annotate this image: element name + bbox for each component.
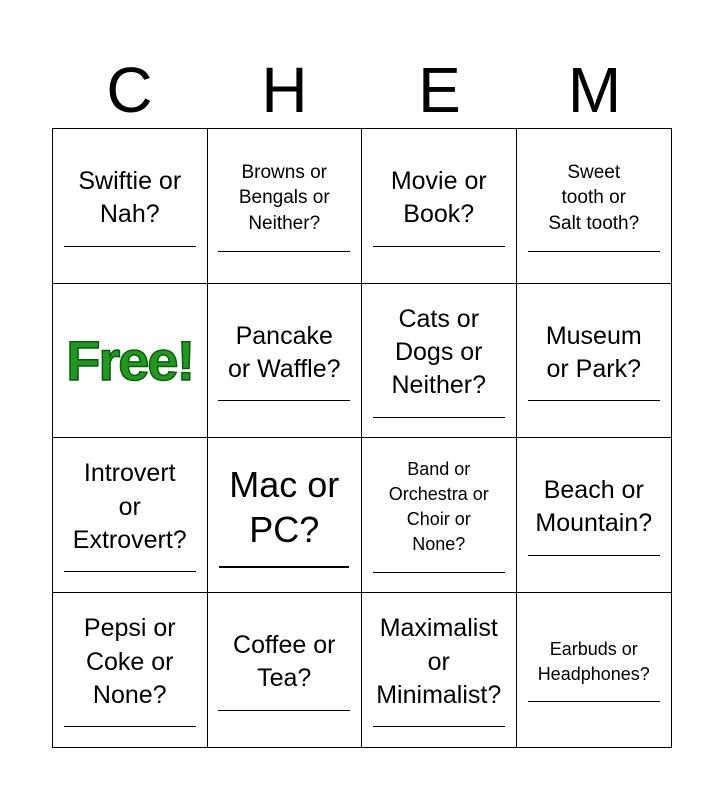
answer-line bbox=[373, 726, 505, 727]
free-space-cell[interactable] bbox=[53, 284, 208, 439]
bingo-cell[interactable] bbox=[362, 129, 517, 284]
answer-line bbox=[528, 701, 660, 702]
answer-line bbox=[218, 710, 350, 711]
header-letter-c: C bbox=[106, 54, 153, 126]
answer-line bbox=[218, 251, 350, 252]
cell-question: Earbuds or Headphones? bbox=[537, 639, 650, 685]
bingo-cell[interactable] bbox=[517, 129, 672, 284]
cell-question: Pancake or Waffle? bbox=[227, 321, 341, 383]
answer-line bbox=[373, 572, 505, 573]
answer-line bbox=[64, 246, 196, 247]
header-letter-m: M bbox=[567, 54, 622, 126]
bingo-grid bbox=[52, 128, 672, 748]
cell-question: Introvert or Extrovert? bbox=[72, 459, 187, 554]
answer-line bbox=[218, 400, 350, 401]
bingo-cell[interactable] bbox=[517, 438, 672, 593]
bingo-header bbox=[52, 52, 672, 128]
cell-question: Mac or PC? bbox=[229, 463, 340, 550]
cell-question: Museum or Park? bbox=[545, 321, 642, 383]
answer-line bbox=[528, 555, 660, 556]
answer-line bbox=[373, 417, 505, 418]
cell-question: Beach or Mountain? bbox=[535, 476, 653, 538]
bingo-cell[interactable] bbox=[362, 438, 517, 593]
answer-line bbox=[219, 566, 349, 568]
bingo-cell[interactable] bbox=[53, 438, 208, 593]
cell-question: Maximalist or Minimalist? bbox=[376, 614, 502, 709]
bingo-cell[interactable] bbox=[362, 284, 517, 439]
bingo-cell[interactable] bbox=[517, 593, 672, 748]
cell-question: Pepsi or Coke or None? bbox=[83, 614, 176, 709]
answer-line bbox=[373, 246, 505, 247]
answer-line bbox=[528, 251, 660, 252]
cell-question: Movie or Book? bbox=[390, 167, 487, 229]
free-space-label: Free! bbox=[66, 328, 194, 392]
bingo-cell[interactable] bbox=[517, 284, 672, 439]
bingo-cell[interactable] bbox=[362, 593, 517, 748]
cell-question: Band or Orchestra or Choir or None? bbox=[388, 458, 489, 555]
cell-question: Cats or Dogs or Neither? bbox=[391, 304, 486, 400]
bingo-cell[interactable] bbox=[208, 129, 363, 284]
cell-question: Browns or Bengals or Neither? bbox=[238, 161, 330, 235]
cell-question: Swiftie or Nah? bbox=[78, 167, 182, 229]
bingo-cell[interactable] bbox=[208, 284, 363, 439]
bingo-cell[interactable] bbox=[53, 129, 208, 284]
answer-line bbox=[528, 400, 660, 401]
answer-line bbox=[64, 726, 196, 727]
header-letter-h: H bbox=[261, 54, 308, 126]
header-letter-e: E bbox=[418, 54, 461, 126]
cell-question: Coffee or Tea? bbox=[233, 631, 336, 693]
cell-question: Sweet tooth or Salt tooth? bbox=[548, 161, 640, 235]
bingo-cell[interactable] bbox=[208, 438, 363, 593]
bingo-cell[interactable] bbox=[208, 593, 363, 748]
bingo-cell[interactable] bbox=[53, 593, 208, 748]
answer-line bbox=[64, 571, 196, 572]
